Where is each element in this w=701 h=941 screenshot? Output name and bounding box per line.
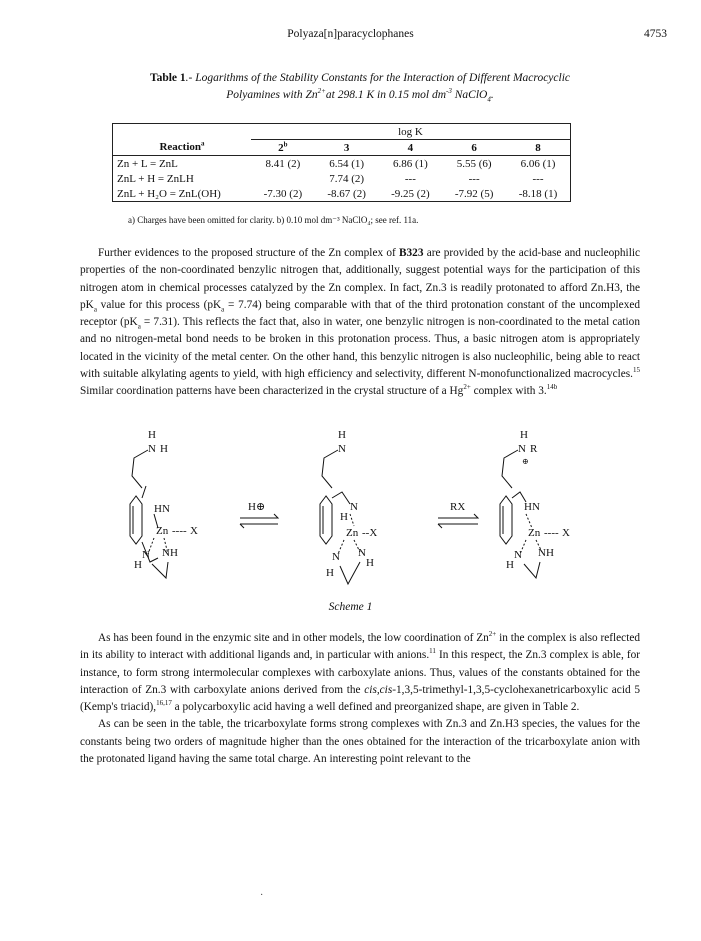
svg-text:X: X bbox=[190, 525, 198, 537]
table-row: ZnL + H₂O = ZnL(OH) -7.30 (2) -8.67 (2) -9.25 (2) -7.92 (5) -8.18 (1) bbox=[113, 186, 571, 202]
svg-text:----: ---- bbox=[544, 527, 559, 539]
equilibrium-arrow-alkylation bbox=[438, 501, 478, 528]
body-paragraph: As has been found in the enzymic site and in other models, the low coordination of $Zn^{2+}$ in the complex is also reflected in its ability to interact with additional ligands and, in particular with anions.$^{11}$ In this respect, the Zn.3 complex is able, for instance, to form strong intermolecular complexes with carboxylate anions. Thus, values of the constants obtained for the interaction of Zn.3 with carboxylate anions derived from the cis,cis-1,3,5-trimethyl-1,3,5-cyclohexanetricarboxylic acid 5 (Kemp's triacid),$^{16,17}$ a polycarboxylic acid having a well defined and preorganized shape, are given in Table 2. As can be seen in the table, the tricarboxylate forms strong complexes with Zn.3 and Zn.H3 species, the values for the constants being two orders of magnitude higher than the ones obtained for the interaction of the tricarboxylate anion with the protonated ligand having the same total charge. An interesting point relevant to the bbox=[80, 630, 640, 768]
svg-text:Zn: Zn bbox=[156, 525, 169, 537]
svg-text:NH: NH bbox=[538, 547, 554, 559]
svg-text:N: N bbox=[358, 547, 366, 559]
svg-text:N: N bbox=[148, 443, 156, 455]
svg-text:RX: RX bbox=[450, 501, 466, 513]
stray-mark: · bbox=[260, 890, 264, 901]
reaction-scheme bbox=[128, 429, 578, 598]
svg-text:--X: --X bbox=[362, 527, 378, 539]
svg-text:N: N bbox=[518, 443, 526, 455]
body-paragraph: Further evidences to the proposed structure of the Zn complex of B323 are provided by the acid-base and nucleophilic properties of the non-coordinated benzylic nitrogen that, additionally, suggest potential ways for the participation of this nitrogen atom in chemical processes catalyzed by the Zn complex. In fact, Zn.3 is readily protonated to afford Zn.H3, the $pK_a$ value for this process $(pK_a = 7.74)$ being comparable with that of the third protonation constant of the uncomplexed receptor $(pK_a = 7.31)$. This reflects the fact that, also in water, one benzylic nitrogen is non-coordinated to the metal cation and no nitrogen-metal bond needs to be broken in this protonation process. Thus, a basic nitrogen atom is appropriately located in the vicinity of the metal center. On the other hand, this benzylic nitrogen is also nucleophilic, being able to react with suitable alkylating agents to yield, with high efficiency and selectivity, different N-monofunctionalized macrocycles.$^{15}$ Similar coordination patterns have been characterized in the crystal structure of a $Hg^{2+}$ complex with 3.$^{14b}$ bbox=[80, 247, 641, 398]
stability-constants-table bbox=[112, 123, 571, 202]
svg-text:H: H bbox=[520, 429, 528, 441]
table-label: Table 1 bbox=[149, 72, 186, 84]
structure-protonated-zn-complex bbox=[320, 429, 377, 584]
column-header: 6 bbox=[442, 140, 506, 156]
svg-text:R: R bbox=[530, 443, 538, 455]
svg-text:H: H bbox=[148, 429, 156, 441]
structure-zn-complex bbox=[130, 429, 198, 578]
svg-text:X: X bbox=[562, 527, 570, 539]
svg-text:⊕: ⊕ bbox=[522, 457, 529, 466]
svg-text:----: ---- bbox=[172, 525, 187, 537]
svg-text:H: H bbox=[338, 429, 346, 441]
svg-text:NH: NH bbox=[162, 547, 178, 559]
svg-text:N: N bbox=[338, 443, 346, 455]
svg-text:H: H bbox=[340, 511, 348, 523]
reaction-header: Reaction$^a$ bbox=[113, 140, 252, 156]
svg-text:N: N bbox=[142, 549, 150, 561]
table-footnote: a) Charges have been omitted for clarity. b) 0.10 mol dm⁻³ NaClO₄; see ref. 11a. bbox=[128, 215, 419, 225]
group-header: log K bbox=[251, 124, 571, 140]
svg-text:H: H bbox=[326, 567, 334, 579]
svg-text:H: H bbox=[160, 443, 168, 455]
body-paragraph-3: As can be seen in the table, the tricarboxylate forms strong complexes with Zn.3 and Zn.H3 species, the values for the constants being two orders of magnitude higher than the ones obtained for the interaction of the tricarboxylate anion with the protonated ligand having the same total charge. An interesting point relevant to the bbox=[80, 718, 640, 766]
svg-text:H⊕: H⊕ bbox=[248, 501, 266, 513]
column-header: 8 bbox=[506, 140, 571, 156]
svg-text:HN: HN bbox=[524, 501, 540, 513]
svg-text:N: N bbox=[332, 551, 340, 563]
table-caption: Table 1.- Logarithms of the Stability Constants for the Interaction of Different Macrocyclic Polyamines with $Zn^{2+}at$ 298.1 K in 0.15 mol $dm^{-3}$ NaClO$_4$. bbox=[149, 72, 571, 104]
scheme-caption: Scheme 1 bbox=[328, 601, 373, 613]
column-header: 2$^b$ bbox=[251, 140, 315, 156]
column-header: 4 bbox=[379, 140, 443, 156]
svg-text:H: H bbox=[506, 559, 514, 571]
table-caption-line2: Polyamines with Zn bbox=[226, 89, 318, 101]
table-row: ZnL + H = ZnLH 7.74 (2) --- --- --- bbox=[113, 171, 571, 186]
svg-text:N: N bbox=[514, 549, 522, 561]
svg-text:HN: HN bbox=[154, 503, 170, 515]
table-caption-line1: .- Logarithms of the Stability Constants for the Interaction of Different Macrocyclic bbox=[185, 72, 571, 84]
page-number: 4753 bbox=[644, 28, 667, 40]
svg-text:N: N bbox=[350, 501, 358, 513]
svg-text:H: H bbox=[134, 559, 142, 571]
svg-text:H: H bbox=[366, 557, 374, 569]
svg-text:Zn: Zn bbox=[346, 527, 359, 539]
column-header: 3 bbox=[315, 140, 379, 156]
running-title: Polyaza[n]paracyclophanes bbox=[287, 28, 414, 40]
structure-alkylated-zn-complex bbox=[500, 429, 570, 578]
equilibrium-arrow-protonation bbox=[240, 501, 278, 528]
table-row: Zn + L = ZnL 8.41 (2) 6.54 (1) 6.86 (1) 5.55 (6) 6.06 (1) bbox=[113, 156, 571, 172]
svg-text:Zn: Zn bbox=[528, 527, 541, 539]
